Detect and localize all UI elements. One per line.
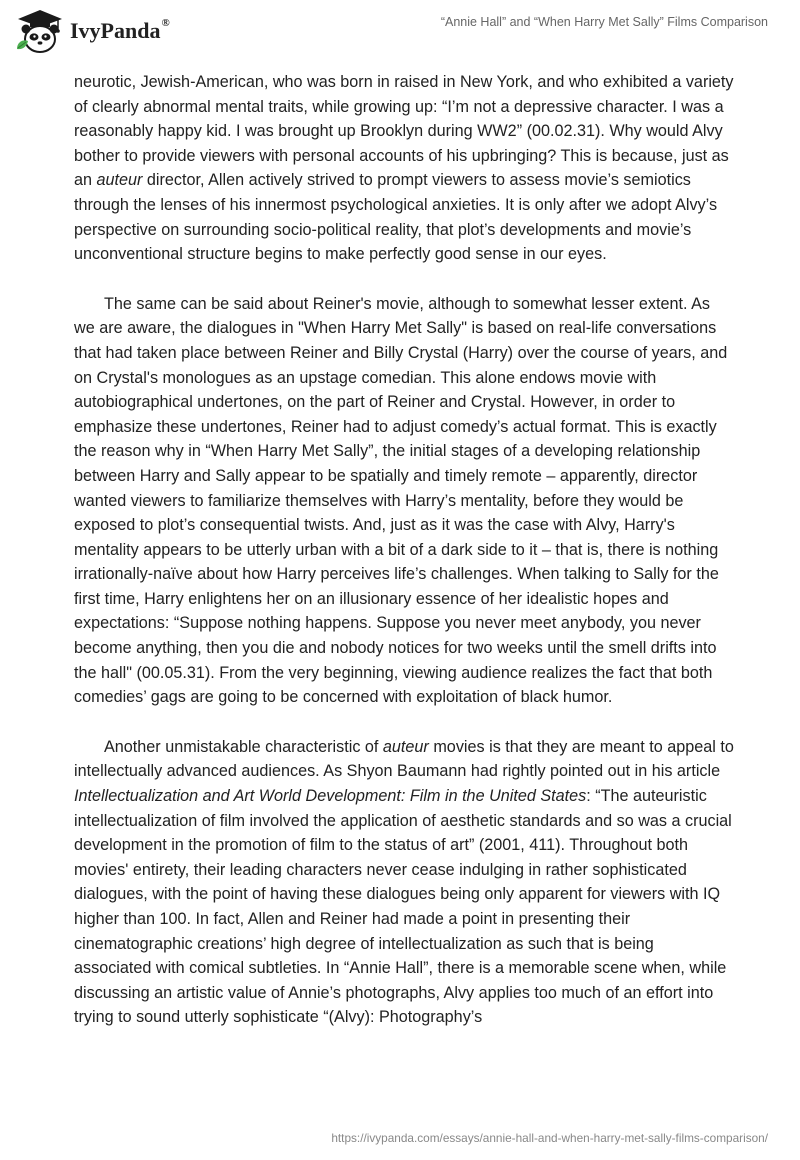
document-title: “Annie Hall” and “When Harry Met Sally” Films Comparison bbox=[440, 15, 768, 29]
text-run: Another unmistakable characteristic of bbox=[104, 737, 383, 756]
footer-url[interactable]: https://ivypanda.com/essays/annie-hall-and-when-harry-met-sally-films-comparison/ bbox=[331, 1131, 768, 1145]
text-run: : “The auteuristic intellectualization of film involved the application of aesthetic standards and so was a crucial development in the promotion of film to the status of art” (2001, 411). Throughout both movies' entirety, their leading characters never cease indulging in rather sophisticated dialogues, with the point of having these dialogues being only apparent for viewers with IQ higher than 100. In fact, Allen and Reiner had made a point in presenting their cinematographic creations’ high degree of intellectualization as such that is being associated with comical subtleties. In “Annie Hall”, there is a memorable scene when, while discussing an artistic value of Annie’s photographs, Alvy applies too much of an effort into trying to sound utterly sophisticate “(Alvy): Photography’s bbox=[74, 787, 732, 1027]
text-run: neurotic, Jewish-American, who was born in raised in New York, and who exhibited a variety of clearly abnormal mental traits, while growing up: “I’m not a depressive character. I was a reasonably happy kid. I was brought up Brooklyn during WW2” (00.02.31). Why would Alvy bother to provide viewers with personal accounts of his upbringing? This is because, just as an bbox=[74, 73, 734, 190]
italic-text: Intellectualization and Art World Development: Film in the United States bbox=[74, 787, 587, 806]
text-run: movies is that they are meant to appeal to intellectually advanced audiences. As Shyon Baumann had rightly pointed out in his article bbox=[74, 737, 734, 781]
essay-body bbox=[74, 70, 734, 1055]
paragraph-2 bbox=[74, 292, 734, 710]
paragraph-3 bbox=[74, 735, 734, 1030]
italic-text: auteur bbox=[96, 171, 143, 190]
text-run: The same can be said about Reiner's movie, although to somewhat lesser extent. As we are aware, the dialogues in "When Harry Met Sally" is based on real-life conversations that had taken place between Reiner and Billy Crystal (Harry) over the course of years, and on Crystal's monologues as an upstage comedian. This alone endows movie with autobiographical undertones, on the part of Reiner and Crystal. However, in order to emphasize these undertones, Reiner had to adjust comedy’s actual format. This is exactly the reason why in “When Harry Met Sally”, the initial stages of a developing relationship between Harry and Sally appear to be spatially and timely remote – apparently, director wanted viewers to familiarize themselves with Harry’s mentality, before they would be exposed to plot’s consequential twists. And, just as it was the case with Alvy, Harry's mentality appears to be utterly urban with a bit of a dark side to it – that is, there is nothing irrationally-naïve about how Harry perceives life’s challenges. When talking to Sally for the first time, Harry enlightens her on an illusionary essence of her idealistic hopes and expectations: “Suppose nothing happens. Suppose you never meet anybody, you never become anything, then you die and nobody notices for two weeks until the smell drifts into the hall" (00.05.31). From the very beginning, viewing audience realizes the fact that both comedies’ gags are going to be concerned with exploitation of black humor. bbox=[74, 294, 728, 707]
ivypanda-logo[interactable] bbox=[14, 8, 170, 54]
paragraph-1 bbox=[74, 70, 734, 267]
italic-text: auteur bbox=[382, 737, 429, 756]
text-run: director, Allen actively strived to prompt viewers to assess movie’s semiotics through the lenses of his innermost psychological anxieties. It is only after we adopt Alvy’s perspective on surrounding socio-political reality, that plot’s developments and movie’s unconventional structure begins to make perfectly good sense in our eyes. bbox=[74, 171, 718, 264]
panda-graduate-icon bbox=[14, 8, 66, 54]
brand-name: IvyPanda® bbox=[70, 17, 170, 43]
registered-mark: ® bbox=[161, 17, 170, 29]
page-header bbox=[0, 0, 800, 60]
